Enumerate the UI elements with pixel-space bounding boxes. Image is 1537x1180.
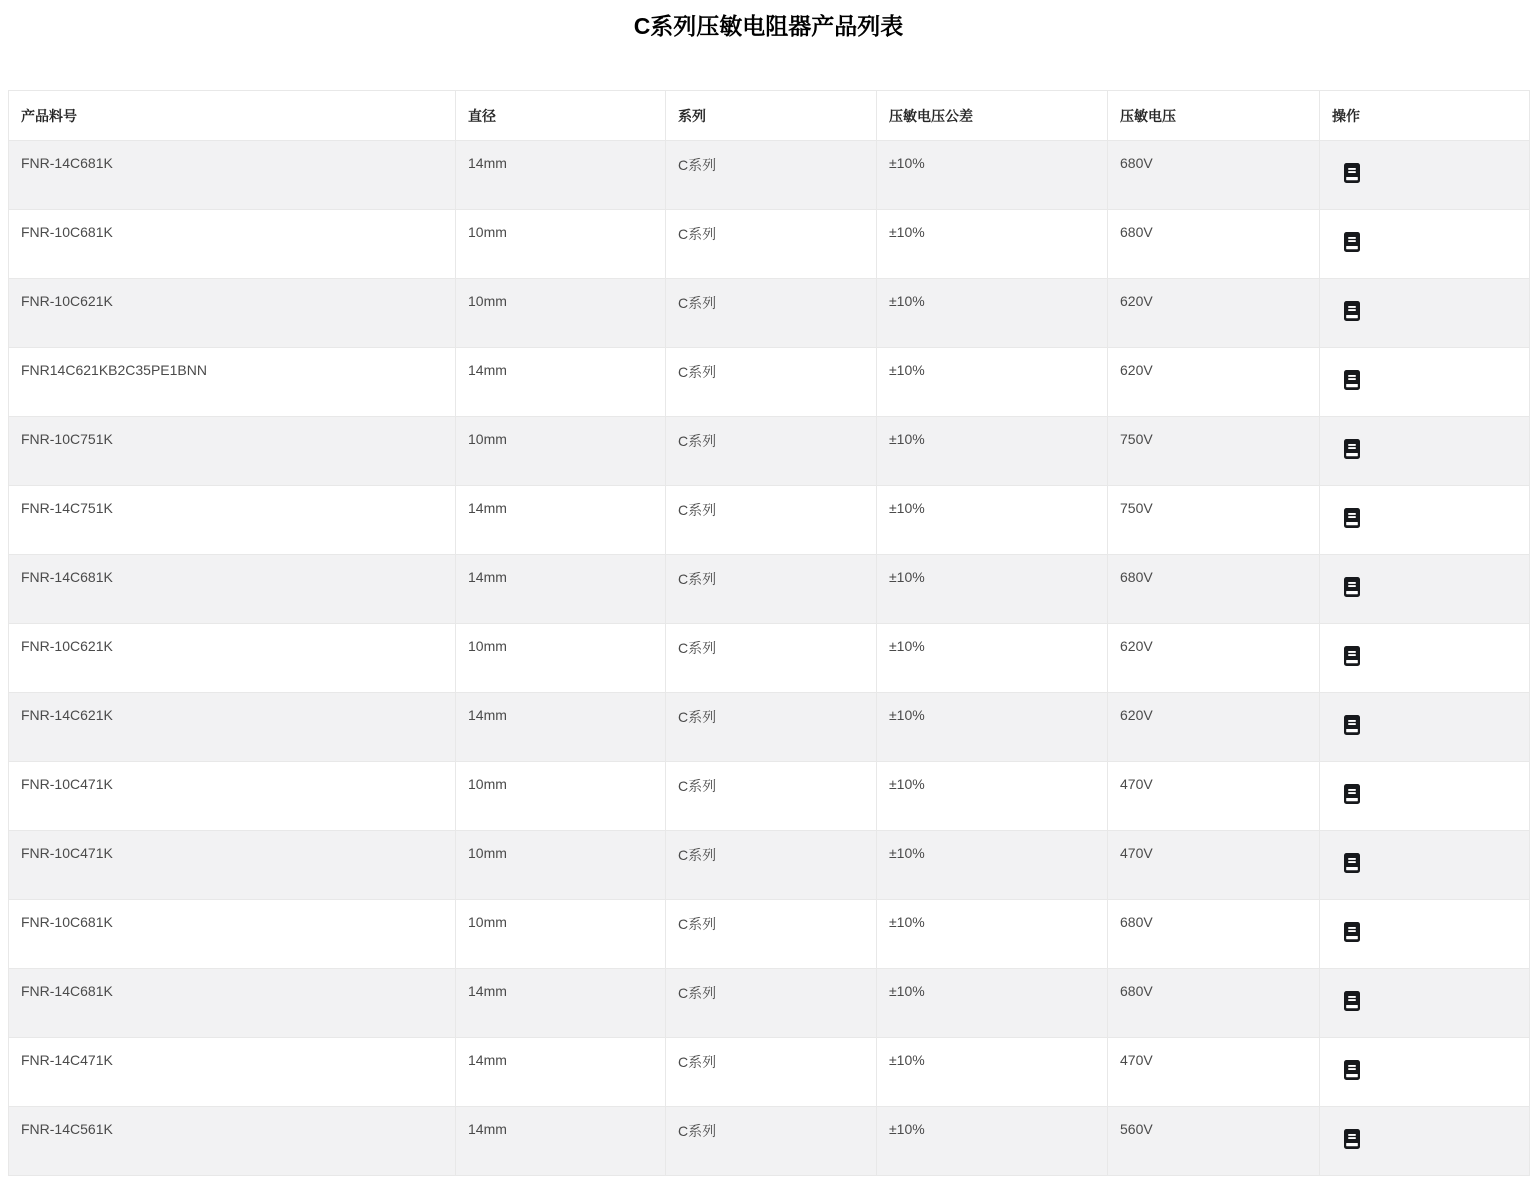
document-icon (1344, 163, 1360, 183)
cell-part-no: FNR-14C621K (9, 693, 456, 762)
view-detail-button[interactable] (1344, 784, 1360, 804)
cell-series: C系列 (666, 831, 877, 900)
cell-voltage: 620V (1108, 348, 1320, 417)
view-detail-button[interactable] (1344, 370, 1360, 390)
cell-voltage: 680V (1108, 555, 1320, 624)
cell-tolerance: ±10% (877, 693, 1108, 762)
cell-part-no: FNR-14C471K (9, 1038, 456, 1107)
cell-tolerance: ±10% (877, 279, 1108, 348)
cell-voltage: 680V (1108, 969, 1320, 1038)
view-detail-button[interactable] (1344, 922, 1360, 942)
cell-series: C系列 (666, 486, 877, 555)
cell-diameter: 14mm (456, 693, 666, 762)
cell-diameter: 10mm (456, 762, 666, 831)
cell-action (1320, 1038, 1530, 1107)
cell-part-no: FNR-10C621K (9, 624, 456, 693)
cell-diameter: 10mm (456, 279, 666, 348)
cell-series: C系列 (666, 279, 877, 348)
cell-tolerance: ±10% (877, 141, 1108, 210)
header-row (9, 91, 1530, 141)
cell-action (1320, 417, 1530, 486)
cell-diameter: 14mm (456, 969, 666, 1038)
cell-action (1320, 624, 1530, 693)
cell-voltage: 680V (1108, 900, 1320, 969)
column-header-action: 操作 (1320, 91, 1530, 141)
cell-series: C系列 (666, 1107, 877, 1176)
table-row (9, 693, 1530, 762)
cell-action (1320, 831, 1530, 900)
cell-series: C系列 (666, 417, 877, 486)
cell-part-no: FNR-10C471K (9, 762, 456, 831)
document-icon (1344, 301, 1360, 321)
view-detail-button[interactable] (1344, 1060, 1360, 1080)
cell-voltage: 620V (1108, 624, 1320, 693)
cell-action (1320, 555, 1530, 624)
cell-diameter: 14mm (456, 141, 666, 210)
cell-action (1320, 279, 1530, 348)
cell-voltage: 680V (1108, 141, 1320, 210)
cell-diameter: 14mm (456, 486, 666, 555)
table-row (9, 900, 1530, 969)
cell-part-no: FNR14C621KB2C35PE1BNN (9, 348, 456, 417)
document-icon (1344, 991, 1360, 1011)
table-row (9, 1038, 1530, 1107)
cell-diameter: 14mm (456, 348, 666, 417)
cell-voltage: 680V (1108, 210, 1320, 279)
cell-action (1320, 1107, 1530, 1176)
cell-action (1320, 141, 1530, 210)
table-row (9, 210, 1530, 279)
document-icon (1344, 232, 1360, 252)
cell-action (1320, 210, 1530, 279)
table-row (9, 831, 1530, 900)
view-detail-button[interactable] (1344, 301, 1360, 321)
cell-series: C系列 (666, 762, 877, 831)
cell-tolerance: ±10% (877, 1038, 1108, 1107)
cell-diameter: 14mm (456, 1107, 666, 1176)
column-header-voltage: 压敏电压 (1108, 91, 1320, 141)
cell-part-no: FNR-14C681K (9, 141, 456, 210)
product-table (8, 90, 1530, 1176)
cell-part-no: FNR-10C471K (9, 831, 456, 900)
view-detail-button[interactable] (1344, 508, 1360, 528)
cell-diameter: 10mm (456, 417, 666, 486)
view-detail-button[interactable] (1344, 439, 1360, 459)
cell-tolerance: ±10% (877, 210, 1108, 279)
cell-diameter: 10mm (456, 624, 666, 693)
cell-voltage: 750V (1108, 486, 1320, 555)
cell-part-no: FNR-14C751K (9, 486, 456, 555)
cell-series: C系列 (666, 348, 877, 417)
cell-voltage: 470V (1108, 831, 1320, 900)
table-row (9, 486, 1530, 555)
document-icon (1344, 1060, 1360, 1080)
cell-part-no: FNR-14C681K (9, 969, 456, 1038)
table-row (9, 141, 1530, 210)
cell-series: C系列 (666, 900, 877, 969)
column-header-part-no: 产品料号 (9, 91, 456, 141)
cell-part-no: FNR-10C621K (9, 279, 456, 348)
document-icon (1344, 508, 1360, 528)
document-icon (1344, 439, 1360, 459)
cell-tolerance: ±10% (877, 969, 1108, 1038)
table-row (9, 762, 1530, 831)
cell-action (1320, 900, 1530, 969)
view-detail-button[interactable] (1344, 853, 1360, 873)
cell-series: C系列 (666, 1038, 877, 1107)
view-detail-button[interactable] (1344, 715, 1360, 735)
view-detail-button[interactable] (1344, 1129, 1360, 1149)
column-header-series: 系列 (666, 91, 877, 141)
table-body (9, 141, 1530, 1176)
document-icon (1344, 1129, 1360, 1149)
table-row (9, 624, 1530, 693)
cell-tolerance: ±10% (877, 624, 1108, 693)
cell-action (1320, 693, 1530, 762)
cell-voltage: 750V (1108, 417, 1320, 486)
column-header-diameter: 直径 (456, 91, 666, 141)
view-detail-button[interactable] (1344, 577, 1360, 597)
cell-part-no: FNR-14C561K (9, 1107, 456, 1176)
cell-diameter: 14mm (456, 555, 666, 624)
cell-tolerance: ±10% (877, 831, 1108, 900)
cell-tolerance: ±10% (877, 1107, 1108, 1176)
cell-action (1320, 348, 1530, 417)
cell-part-no: FNR-14C681K (9, 555, 456, 624)
cell-tolerance: ±10% (877, 348, 1108, 417)
document-icon (1344, 370, 1360, 390)
cell-series: C系列 (666, 969, 877, 1038)
cell-tolerance: ±10% (877, 900, 1108, 969)
cell-tolerance: ±10% (877, 486, 1108, 555)
table-row (9, 279, 1530, 348)
document-icon (1344, 646, 1360, 666)
view-detail-button[interactable] (1344, 232, 1360, 252)
cell-part-no: FNR-10C681K (9, 900, 456, 969)
view-detail-button[interactable] (1344, 646, 1360, 666)
cell-tolerance: ±10% (877, 762, 1108, 831)
cell-action (1320, 762, 1530, 831)
table-row (9, 555, 1530, 624)
cell-voltage: 470V (1108, 1038, 1320, 1107)
cell-action (1320, 969, 1530, 1038)
view-detail-button[interactable] (1344, 163, 1360, 183)
cell-diameter: 14mm (456, 1038, 666, 1107)
cell-voltage: 560V (1108, 1107, 1320, 1176)
cell-series: C系列 (666, 624, 877, 693)
document-icon (1344, 922, 1360, 942)
document-icon (1344, 853, 1360, 873)
cell-series: C系列 (666, 141, 877, 210)
page-title: C系列压敏电阻器产品列表 (633, 13, 904, 39)
table-row (9, 1107, 1530, 1176)
view-detail-button[interactable] (1344, 991, 1360, 1011)
cell-voltage: 620V (1108, 279, 1320, 348)
document-icon (1344, 715, 1360, 735)
cell-voltage: 620V (1108, 693, 1320, 762)
cell-action (1320, 486, 1530, 555)
cell-tolerance: ±10% (877, 417, 1108, 486)
cell-series: C系列 (666, 693, 877, 762)
cell-voltage: 470V (1108, 762, 1320, 831)
cell-part-no: FNR-10C751K (9, 417, 456, 486)
document-icon (1344, 784, 1360, 804)
document-icon (1344, 577, 1360, 597)
column-header-tolerance: 压敏电压公差 (877, 91, 1108, 141)
cell-diameter: 10mm (456, 831, 666, 900)
cell-series: C系列 (666, 210, 877, 279)
cell-tolerance: ±10% (877, 555, 1108, 624)
table-row (9, 348, 1530, 417)
table-row (9, 969, 1530, 1038)
table-row (9, 417, 1530, 486)
cell-diameter: 10mm (456, 900, 666, 969)
cell-part-no: FNR-10C681K (9, 210, 456, 279)
table-header (9, 91, 1530, 141)
cell-diameter: 10mm (456, 210, 666, 279)
cell-series: C系列 (666, 555, 877, 624)
